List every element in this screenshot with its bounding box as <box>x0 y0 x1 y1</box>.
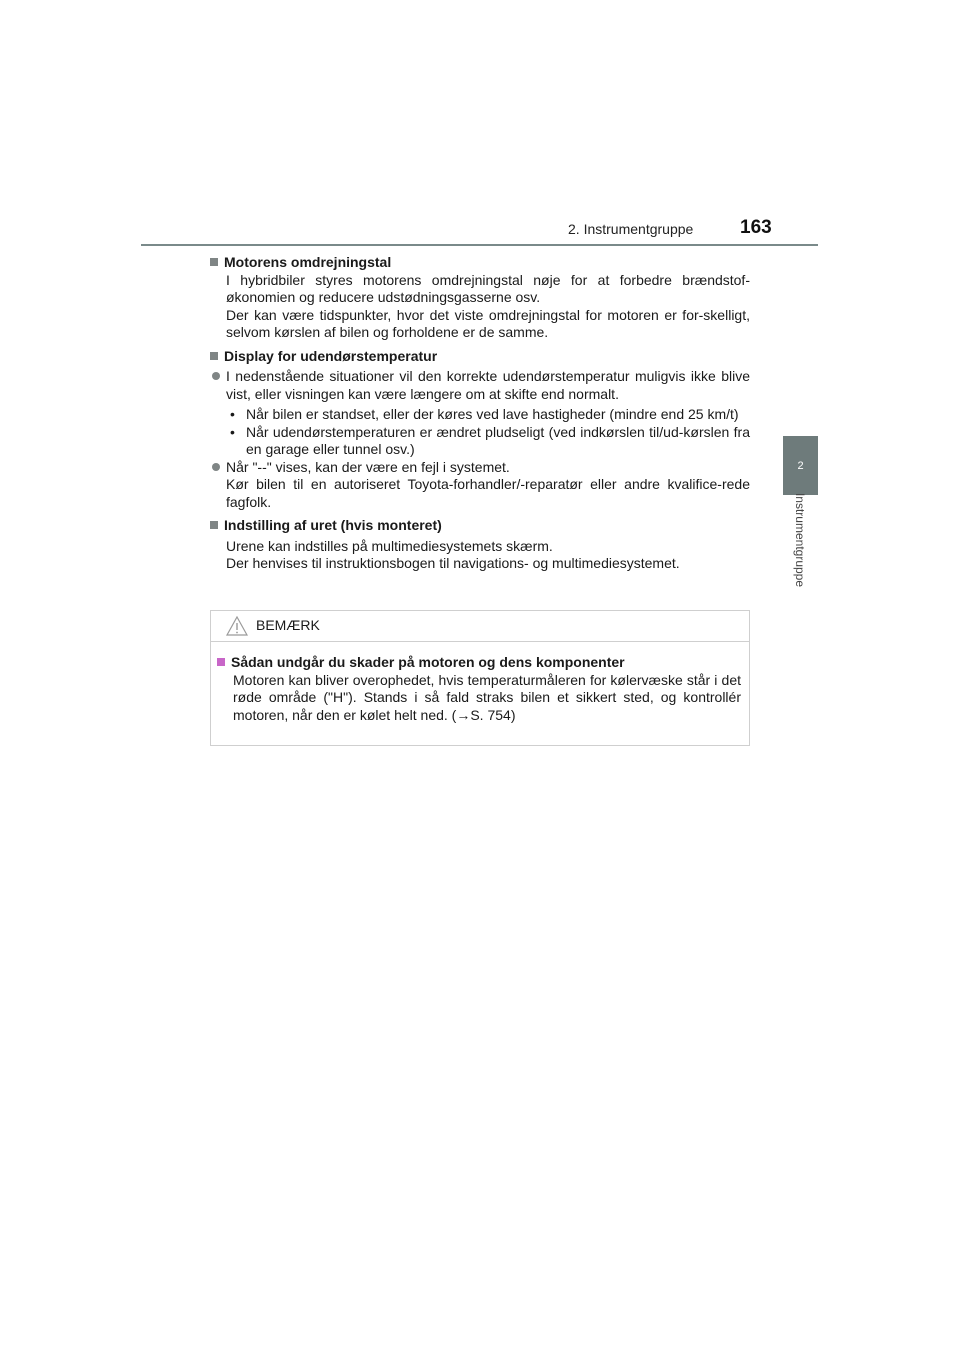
list-item: I nedenstående situationer vil den korrekte udendørstemperatur muligvis ikke blive vist, eller visningen kan være længere om at skifte end normalt. <box>210 368 750 403</box>
notice-body <box>211 642 749 724</box>
notice-heading: BEMÆRK <box>256 617 320 634</box>
paragraph: Urene kan indstilles på multimediesystemets skærm. <box>226 537 553 554</box>
sub-list-item: • Når udendørstemperaturen er ændret pludseligt (ved indkørslen til/ud-kørslen fra en garage eller tunnel osv.) <box>230 423 750 457</box>
list-item: Når "--" vises, kan der være en fejl i systemet. Kør bilen til en autoriseret Toyota-forhandler/-reparatør eller andre kvalifice-rede fagfolk. <box>210 459 750 512</box>
section-title: Display for udendørstemperatur <box>210 348 750 366</box>
round-bullet-icon <box>212 372 220 380</box>
notice-text: Motoren kan bliver overophedet, hvis temperaturmåleren for kølervæske står i det røde område ("H"). Stands i så fald straks bilen et sikkert sted, og kontrollér motoren, når den er kølet helt ned. (→S. 754) <box>233 671 741 723</box>
sub-list-item: • Når bilen er standset, eller der køres ved lave hastigheder (mindre end 25 km/t) <box>230 406 739 422</box>
square-bullet-icon <box>210 521 218 529</box>
round-bullet-icon <box>212 463 220 471</box>
main-content <box>210 254 750 573</box>
page-number: 163 <box>740 217 772 238</box>
paragraph: Der henvises til instruktionsbogen til navigations- og multimediesystemet. <box>226 555 680 571</box>
square-bullet-icon <box>210 258 218 266</box>
chapter-tab-label: Instrumentgruppe <box>793 492 807 588</box>
notice-title: Sådan undgår du skader på motoren og dens komponenter <box>217 654 741 672</box>
notice-header <box>211 611 749 642</box>
section-title: Motorens omdrejningstal <box>210 254 750 272</box>
warning-triangle-icon <box>226 616 248 636</box>
section-title: Indstilling af uret (hvis monteret) <box>210 517 750 535</box>
header-section-title: 2. Instrumentgruppe <box>568 221 694 237</box>
square-bullet-icon <box>217 658 225 666</box>
header-divider <box>141 244 818 246</box>
notice-box <box>210 610 750 746</box>
paragraph: I hybridbiler styres motorens omdrejningstal nøje for at forbedre brændstof-økonomien og reducere udstødningsgasserne osv. <box>226 271 750 305</box>
square-bullet-icon <box>210 352 218 360</box>
chapter-tab: 2 <box>783 436 818 495</box>
paragraph: Der kan være tidspunkter, hvor det viste omdrejningstal for motoren er for-skelligt, selvom kørslen af bilen og forholdene er de samme. <box>226 306 750 340</box>
